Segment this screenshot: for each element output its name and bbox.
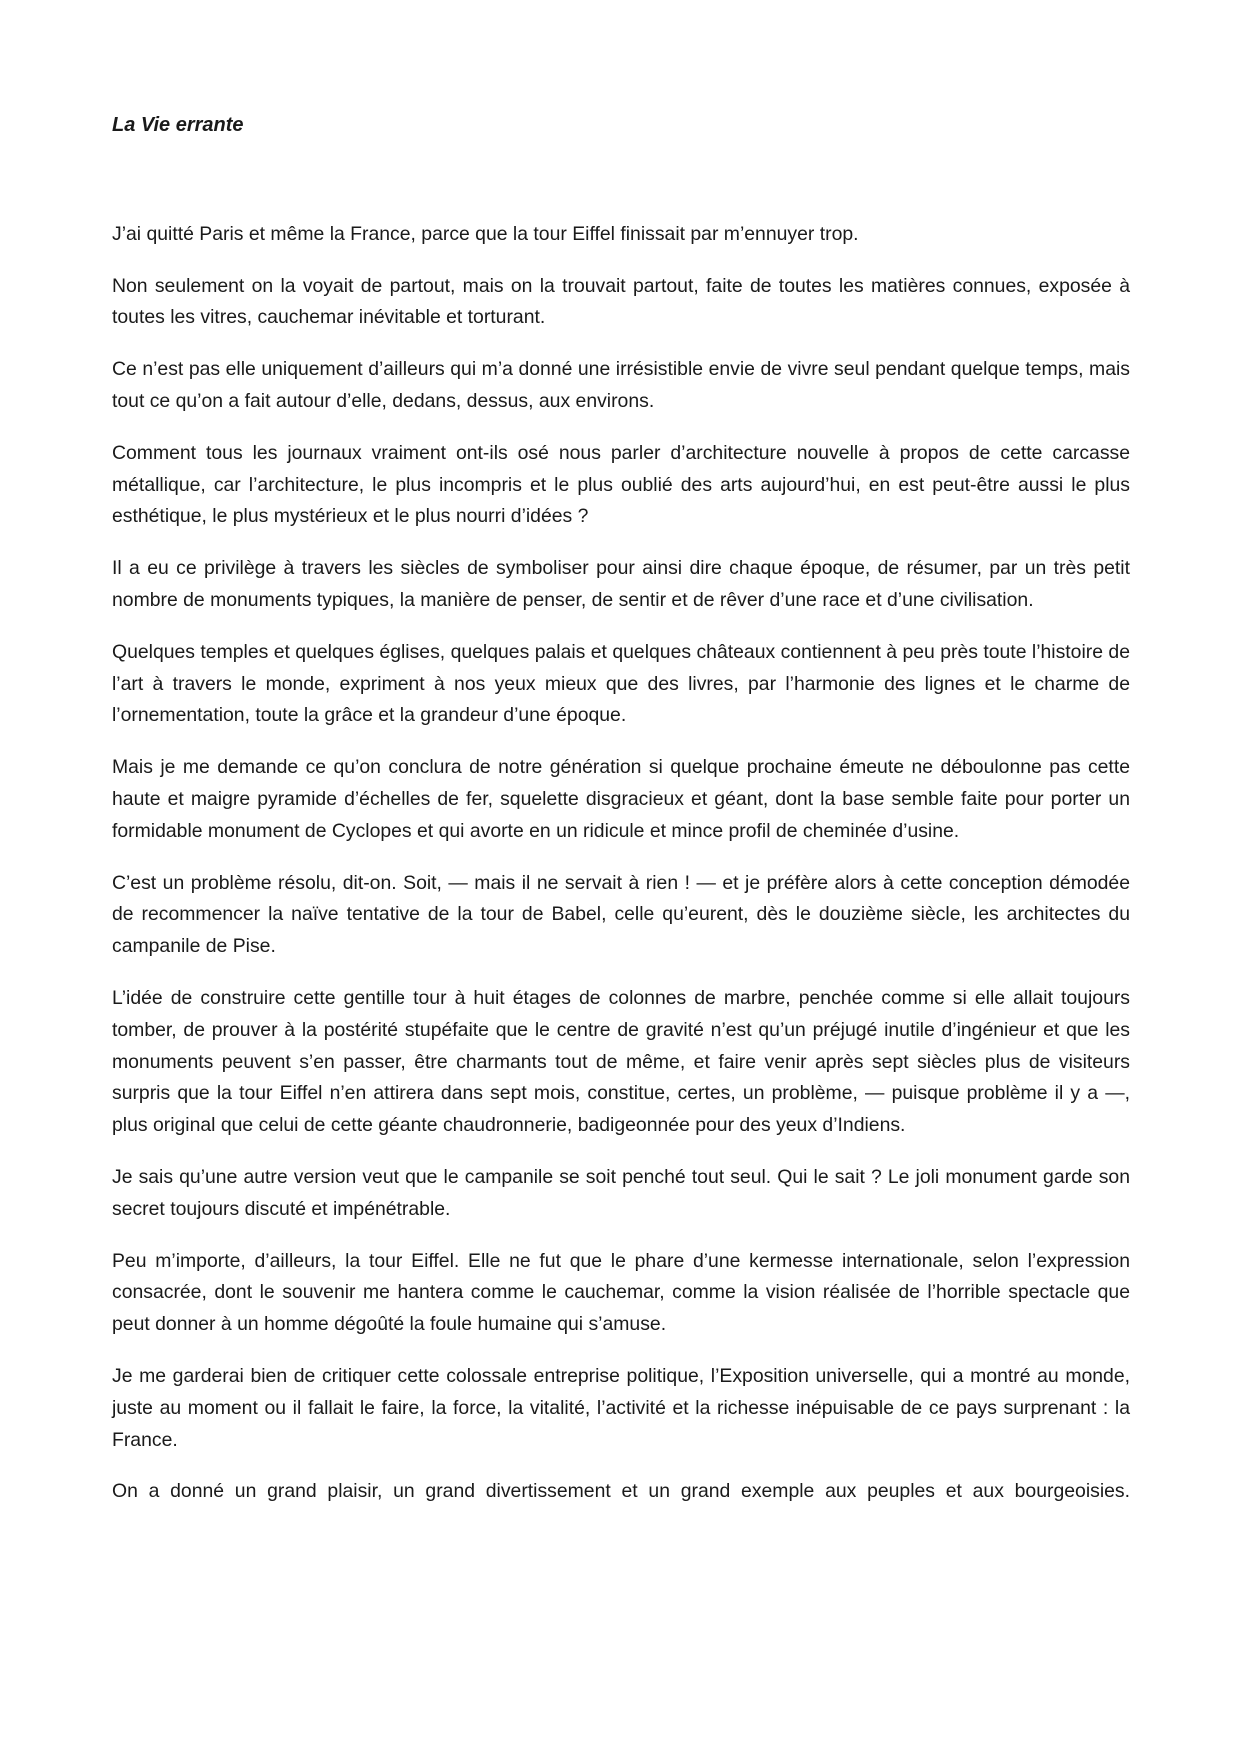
paragraph: Peu m’importe, d’ailleurs, la tour Eiffel. Elle ne fut que le phare d’une kermesse internationale, selon l’expression consacrée, dont le souvenir me hantera comme le cauchemar, comme la vision réalisée de l’horrible spectacle que peut donner à un homme dégoûté la foule humaine qui s’amuse. [112,1249,1130,1336]
paragraph: Comment tous les journaux vraiment ont-ils osé nous parler d’architecture nouvelle à propos de cette carcasse métallique, car l’architecture, le plus incompris et le plus oublié des arts aujourd’hui, en est peut-être aussi le plus esthétique, le plus mystérieux et le plus nourri d’idées ? [112,441,1130,528]
paragraph: Quelques temples et quelques églises, quelques palais et quelques châteaux contiennent à peu près toute l’histoire de l’art à travers le monde, expriment à nos yeux mieux que des livres, par l’harmonie des lignes et le charme de l’ornementation, toute la grâce et la grandeur d’une époque. [112,640,1130,727]
paragraph: Mais je me demande ce qu’on conclura de notre génération si quelque prochaine émeute ne déboulonne pas cette haute et maigre pyramide d’échelles de fer, squelette disgracieux et géant, dont la base semble faite pour porter un formidable monument de Cyclopes et qui avorte en un ridicule et mince profil de cheminée d’usine. [112,756,1130,842]
document-title: La Vie errante [112,114,244,136]
paragraph: Il a eu ce privilège à travers les siècles de symboliser pour ainsi dire chaque époque, de résumer, par un très petit nombre de monuments typiques, la manière de penser, de sentir et de rêver d’une race et d’une civilisation. [112,557,1130,611]
paragraph: Je me garderai bien de critiquer cette colossale entreprise politique, l’Exposition universelle, qui a montré au monde, juste au moment ou il fallait le faire, la force, la vitalité, l’activité et la richesse inépuisable de ce pays surprenant : la France. [112,1364,1130,1451]
paragraph: Ce n’est pas elle uniquement d’ailleurs qui m’a donné une irrésistible envie de vivre seul pendant quelque temps, mais tout ce qu’on a fait autour d’elle, dedans, dessus, aux environs. [112,358,1130,412]
paragraph: J’ai quitté Paris et même la France, parce que la tour Eiffel finissait par m’ennuyer trop. [112,222,859,245]
paragraph: On a donné un grand plaisir, un grand divertissement et un grand exemple aux peuples et aux bourgeoisies. [112,1480,1130,1503]
paragraph: Non seulement on la voyait de partout, mais on la trouvait partout, faite de toutes les matières connues, exposée à toutes les vitres, cauchemar inévitable et torturant. [112,274,1130,329]
paragraph: L’idée de construire cette gentille tour à huit étages de colonnes de marbre, penchée comme si elle allait toujours tomber, de prouver à la postérité stupéfaite que le centre de gravité n’est qu’un préjugé inutile d’ingénieur et que les monuments peuvent s’en passer, être charmants tout de même, et faire venir après sept siècles plus de visiteurs surpris que la tour Eiffel n’en attirera dans sept mois, constitue, certes, un problème, — puisque problème il y a —, plus original que celui de cette géante chaudronnerie, badigeonnée pour des yeux d’Indiens. [112,986,1130,1137]
paragraph: C’est un problème résolu, dit-on. Soit, — mais il ne servait à rien ! — et je préfère alors à cette conception démodée de recommencer la naïve tentative de la tour de Babel, celle qu’eurent, dès le douzième siècle, les architectes du campanile de Pise. [112,871,1130,958]
paragraph: Je sais qu’une autre version veut que le campanile se soit penché tout seul. Qui le sait ? Le joli monument garde son secret toujours discuté et impénétrable. [112,1165,1130,1220]
document-page [112,110,1130,1528]
